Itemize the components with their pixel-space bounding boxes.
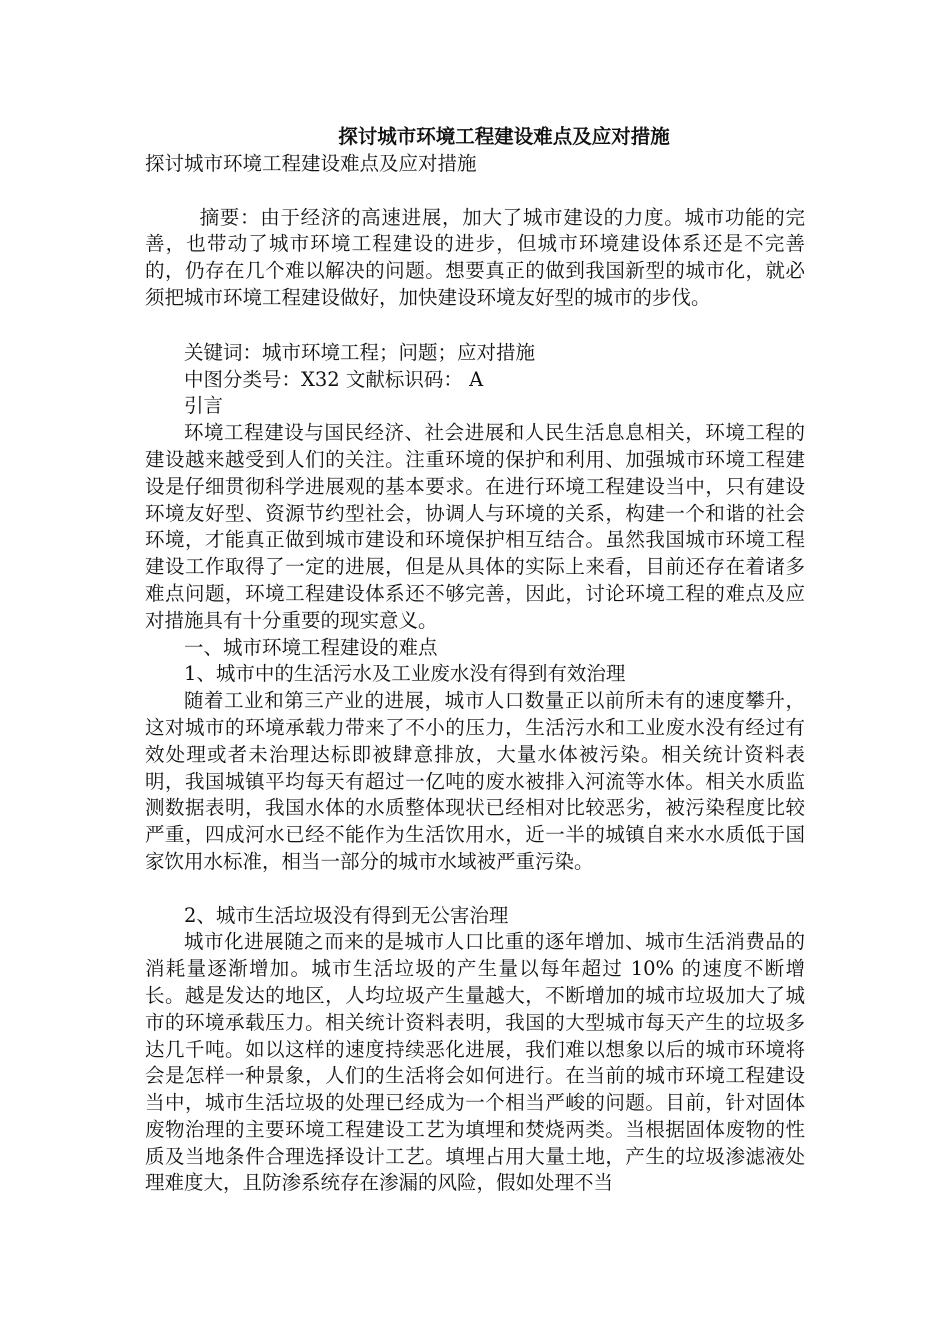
subsection-heading-2: 2、城市生活垃圾没有得到无公害治理 [184,903,509,927]
section-heading: 一、城市环境工程建设的难点 [184,635,438,659]
paragraph-gap [145,876,805,903]
subsection-paragraph-2: 城市化进展随之而来的是城市人口比重的逐年增加、城市生活消费品的消耗量逐渐增加。城市生活垃圾的产生量以每年超过 10% 的速度不断增长。越是发达的地区，人均垃圾产生量越大，不断增加的城市垃圾加大了城市的环境承载压力。相关统计资料表明，我国的大型城市每天产生的垃圾多达几千吨。如以这样的速度持续恶化进展，我们难以想象以后的城市环境将会是怎样一种景象，人们的生活将会如何进行。在当前的城市环境工程建设当中，城市生活垃圾的处理已经成为一个相当严峻的问题。目前，针对固体废物治理的主要环境工程建设工艺为填埋和焚烧两类。当根据固体废物的性质及当地条件合理选择设计工艺。填埋占用大量土地，产生的垃圾渗滤液处理难度大，且防渗系统存在渗漏的风险，假如处理不当 [145,930,805,1195]
subsection-heading-1: 1、城市中的生活污水及工业废水没有得到有效治理 [184,662,626,686]
abstract-paragraph: 摘要：由于经济的高速进展，加大了城市建设的力度。城市功能的完善，也带动了城市环境工程建设的进步，但城市环境建设体系还是不完善的，仍存在几个难以解决的问题。想要真正的做到我国新型的城市化，就必须把城市环境工程建设做好，加快建设环境友好型的城市的步伐。 [145,205,805,309]
keywords-line: 关键词：城市环境工程；问题；应对措施 [184,340,536,364]
document-subtitle: 探讨城市环境工程建设难点及应对措施 [145,151,477,175]
document-page [145,124,805,1197]
document-title: 探讨城市环境工程建设难点及应对措施 [338,125,670,148]
intro-heading: 引言 [184,394,224,418]
subsection-paragraph-1: 随着工业和第三产业的进展，城市人口数量正以前所未有的速度攀升，这对城市的环境承载力带来了不小的压力，生活污水和工业废水没有经过有效处理或者未治理达标即被肆意排放，大量水体被污染。相关统计资料表明，我国城镇平均每天有超过一亿吨的废水被排入河流等水体。相关水质监测数据表明，我国水体的水质整体现状已经相对比较恶劣，被污染程度比较严重，四成河水已经不能作为生活饮用水，近一半的城镇自来水水质低于国家饮用水标准，相当一部分的城市水域被严重污染。 [145,689,805,873]
classification-line: 中图分类号：X32 文献标识码： A [184,367,484,391]
intro-paragraph: 环境工程建设与国民经济、社会进展和人民生活息息相关，环境工程的建设越来越受到人们的关注。注重环境的保护和利用、加强城市环境工程建设是仔细贯彻科学进展观的基本要求。在进行环境工程建设当中，只有建设环境友好型、资源节约型社会，协调人与环境的关系，构建一个和谐的社会环境，才能真正做到城市建设和环境保护相互结合。虽然我国城市环境工程建设工作取得了一定的进展，但是从具体的实际上来看，目前还存在着诸多难点问题，环境工程建设体系还不够完善，因此，讨论环境工程的难点及应对措施具有十分重要的现实意义。 [145,421,805,632]
